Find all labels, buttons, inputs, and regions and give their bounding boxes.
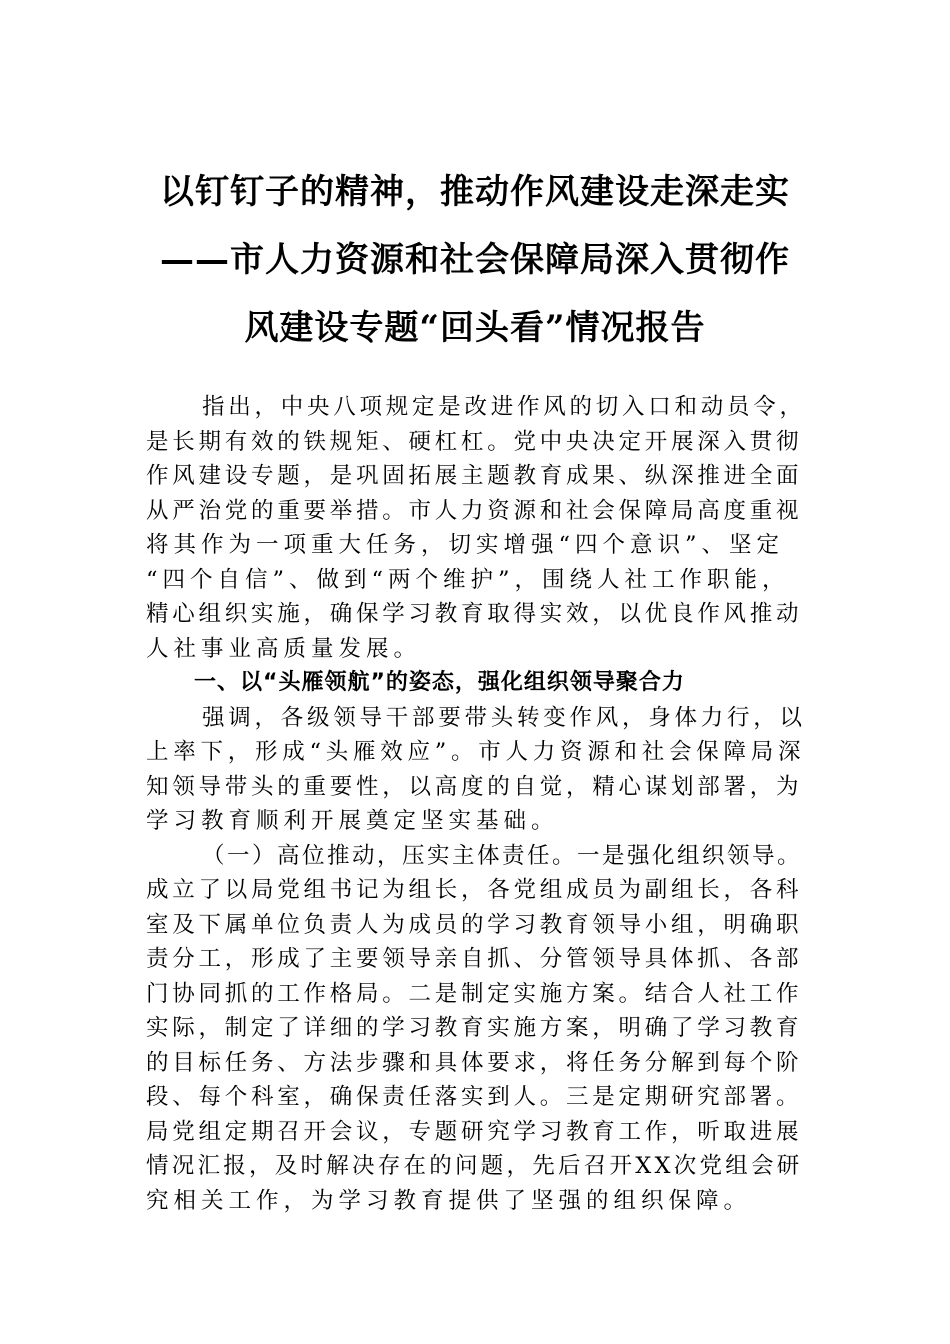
- paragraph-line: 段、每个科室，确保责任落实到人。三是定期研究部署。: [146, 1084, 803, 1110]
- paragraph-line: 知领导带头的重要性，以高度的自觉，精心谋划部署，为: [146, 773, 803, 800]
- subsection-first-line: [146, 839, 806, 874]
- paragraph-line: 强调，各级领导干部要带头转变作风，身体力行，以: [202, 704, 806, 731]
- paragraph-line: “四个自信”、做到“两个维护”，围绕人社工作职能，: [146, 566, 790, 593]
- paragraph-line: 实际，制定了详细的学习教育实施方案，明确了学习教育: [146, 1015, 803, 1041]
- paragraph-section1: [146, 701, 806, 839]
- paragraph-line: 将其作为一项重大任务，切实增强“四个意识”、坚定: [146, 532, 785, 558]
- paragraph-line: 精心组织实施，确保学习教育取得实效，以优良作风推动: [146, 601, 803, 627]
- paragraph-line: 门协同抓的工作格局。二是制定实施方案。结合人社工作: [146, 980, 803, 1007]
- document-title: [145, 158, 805, 362]
- paragraph-line: 是长期有效的铁规矩、硬杠杠。党中央决定开展深入贯彻: [146, 428, 803, 455]
- section-heading: 一、以“头雁领航”的姿态，强化组织领导聚合力: [194, 670, 685, 695]
- paragraph-line: 室及下属单位负责人为成员的学习教育领导小组，明确职: [146, 911, 803, 938]
- paragraph-line: 情况汇报，及时解决存在的问题，先后召开XX次党组会研: [146, 1153, 803, 1179]
- title-line-2: ——市人力资源和社会保障局深入贯彻作: [160, 240, 790, 280]
- subsection-lead-rest: 一是强化组织领导。: [577, 842, 803, 869]
- paragraph-line: 人社事业高质量发展。: [146, 635, 422, 662]
- title-line-1: 以钉钉子的精神，推动作风建设走深走实: [160, 172, 790, 212]
- paragraph-line: 的目标任务、方法步骤和具体要求，将任务分解到每个阶: [146, 1049, 803, 1076]
- paragraph-line: 究相关工作，为学习教育提供了坚强的组织保障。: [146, 1187, 752, 1214]
- paragraph-intro: [146, 390, 806, 666]
- paragraph-line: 局党组定期召开会议，专题研究学习教育工作，听取进展: [146, 1118, 803, 1145]
- paragraph-line: 上率下，形成“头雁效应”。市人力资源和社会保障局深: [146, 739, 806, 765]
- paragraph-line: 责分工，形成了主要领导亲自抓、分管领导具体抓、各部: [146, 946, 803, 972]
- document-body: [146, 390, 806, 1218]
- paragraph-line: 指出，中央八项规定是改进作风的切入口和动员令，: [202, 394, 806, 420]
- paragraph-line: 学习教育顺利开展奠定坚实基础。: [146, 808, 559, 834]
- subsection-heading: （一）高位推动，压实主体责任。: [202, 842, 578, 869]
- paragraph-line: 作风建设专题，是巩固拓展主题教育成果、纵深推进全面: [146, 463, 803, 489]
- paragraph-line: 成立了以局党组书记为组长，各党组成员为副组长，各科: [146, 877, 803, 903]
- paragraph-subsection1: [146, 839, 806, 1219]
- paragraph-line: 从严治党的重要举措。市人力资源和社会保障局高度重视: [146, 497, 803, 524]
- title-line-3: 风建设专题“回头看”情况报告: [244, 308, 706, 348]
